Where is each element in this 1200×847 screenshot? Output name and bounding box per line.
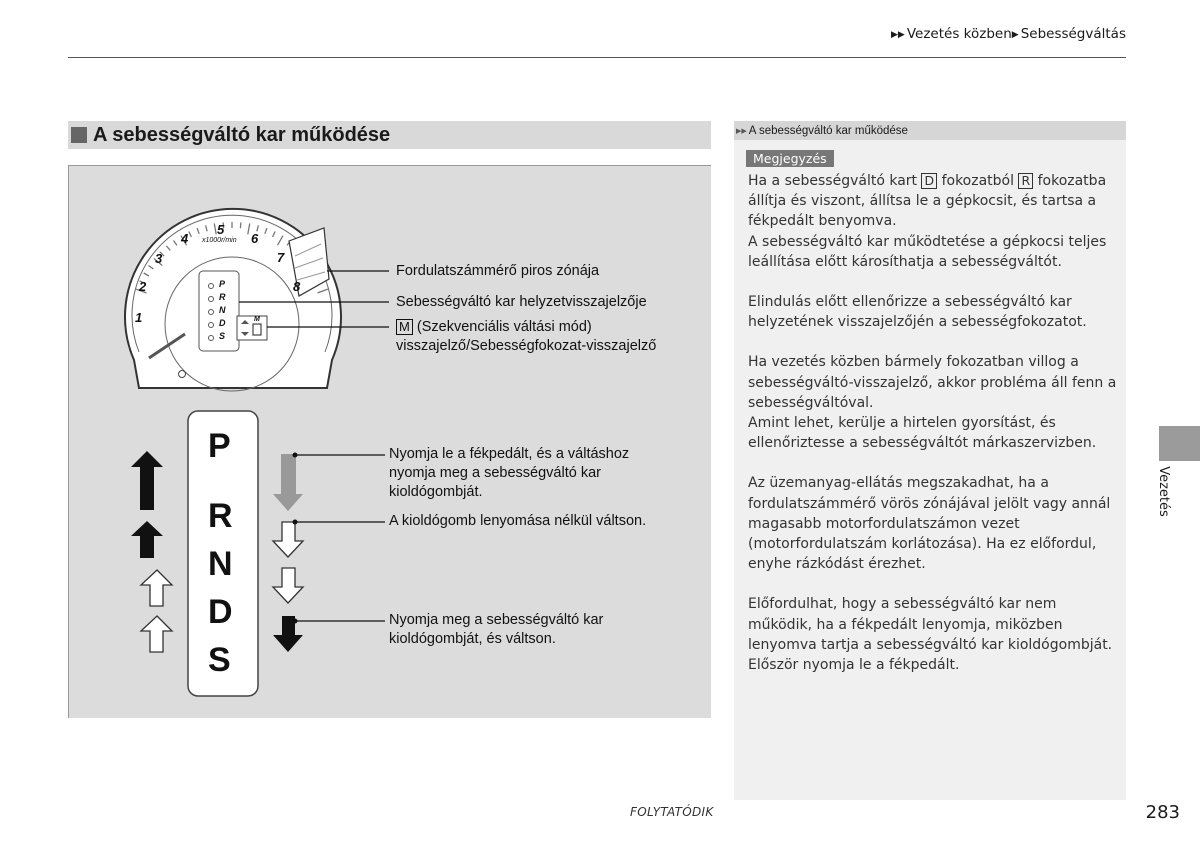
callout-position-indicator: Sebességváltó kar helyzetvisszajelzője [396, 294, 647, 310]
callout-brake-line1: Nyomja le a fékpedált, és a váltáshoz [389, 446, 630, 462]
sidenote-header [734, 121, 1126, 140]
section-title: A sebességváltó kar működése [93, 123, 391, 146]
chapter-side-label [1156, 466, 1180, 526]
sidenote-panel [734, 121, 1126, 800]
breadcrumb-item[interactable]: Vezetés közben [906, 26, 1012, 42]
m-indicator-letter: M [254, 316, 260, 323]
d-key-box: D [921, 173, 937, 189]
note-badge: Megjegyzés [746, 150, 834, 167]
note-paragraph [748, 171, 1120, 272]
callout-red-zone: Fordulatszámmérő piros zónája [396, 263, 600, 279]
callout-sequential [396, 318, 592, 338]
indicator-letter: P [219, 279, 226, 289]
double-triangle-icon: ▶▶ [736, 126, 747, 135]
callout-no-release: A kioldógomb lenyomása nélkül váltson. [389, 513, 647, 529]
m-key-box: M [396, 319, 413, 335]
page-number: 283 [1145, 802, 1180, 823]
tach-unit: x1000r/min [202, 237, 237, 244]
chapter-label-text: Vezetés [1155, 466, 1171, 517]
right-arrows [273, 453, 385, 653]
tach-number: 7 [277, 250, 285, 265]
note-paragraph [748, 352, 1120, 453]
note-paragraph [748, 594, 1120, 675]
gate-letter-d: D [208, 593, 233, 631]
indicator-letter: R [219, 292, 226, 302]
note-body [748, 171, 1120, 695]
tach-tick [240, 222, 241, 228]
gate-letter-r: R [208, 497, 233, 535]
gate-letter-s: S [208, 641, 231, 679]
tach-number: 8 [293, 279, 301, 294]
tach-number: 4 [181, 231, 189, 246]
note-paragraph: Az üzemanyag-ellátás megszakadhat, ha a fordulatszámmérő vörös zónájával jelölt vagy annál magasabb motorfordulatszámon vezet (motorfordulatszám korlátozása). Ha ez előfordul, enyhe rázkódást érezhet. [748, 475, 1111, 573]
note-text: A sebességváltó kar működtetése a gépkocsi teljes leállítása előtt károsíthatja a sebességváltót. [748, 233, 1107, 270]
tach-number: 3 [155, 251, 163, 266]
tach-number: 5 [217, 222, 225, 237]
tach-number: 2 [139, 279, 147, 294]
note-text: Ha vezetés közben bármely fokozatban villog a sebességváltó-visszajelző, akkor probléma áll fenn a sebességváltóval. [748, 354, 1117, 411]
note-text: Előfordulhat, hogy a sebességváltó kar nem működik, ha a fékpedált lenyomja, miközben lenyomva tartja a sebességváltó kar kioldógombját. [748, 596, 1113, 653]
header-divider [68, 57, 1126, 58]
r-key-box: R [1018, 173, 1033, 189]
indicator-letter: N [219, 305, 226, 315]
section-heading [68, 121, 711, 149]
triangle-icon: ▶ [1011, 30, 1019, 40]
gear-shift-figure [68, 165, 711, 718]
callout-brake-line3: kioldógombját. [389, 484, 483, 500]
note-text: fokozatba állítja és viszont, állítsa le a gépkocsit, és tartsa a fékpedált benyomva. [748, 173, 1107, 230]
tach-number: 6 [251, 231, 259, 246]
indicator-letter: D [219, 318, 226, 328]
sidenote-title: A sebességváltó kar működése [748, 124, 908, 137]
continue-label: FOLYTATÓDIK [630, 805, 714, 819]
callout-release-line2: kioldógombját, és váltson. [389, 631, 556, 647]
double-triangle-icon: ▶▶ [891, 30, 905, 40]
callout-sequential-line2: visszajelző/Sebességfokozat-visszajelző [396, 338, 657, 354]
note-text: fokozatból [937, 173, 1019, 189]
note-text: Amint lehet, kerülje a hirtelen gyorsítást, és ellenőriztesse a sebességváltót márkaszervizben. [748, 415, 1097, 452]
callout-release-line1: Nyomja meg a sebességváltó kar [389, 612, 604, 628]
gate-letter-p: P [208, 427, 231, 465]
note-paragraph: Elindulás előtt ellenőrizze a sebességváltó kar helyzetének visszajelzőjén a sebességfokozatot. [748, 294, 1087, 331]
indicator-letter: S [219, 331, 226, 341]
note-text: Először nyomja le a fékpedált. [748, 657, 960, 674]
callout-sequential-line1: (Szekvenciális váltási mód) [416, 319, 592, 335]
tach-number: 1 [135, 310, 143, 325]
gate-letter-n: N [208, 545, 233, 583]
heading-square-icon [71, 127, 87, 143]
breadcrumb-item[interactable]: Sebességváltás [1020, 26, 1126, 42]
callout-brake-line2: nyomja meg a sebességváltó kar [389, 465, 601, 481]
chapter-thumb-tab[interactable] [1159, 426, 1200, 461]
left-arrows [131, 451, 172, 652]
note-text: Ha a sebességváltó kart [748, 173, 922, 189]
breadcrumb [891, 26, 1126, 42]
